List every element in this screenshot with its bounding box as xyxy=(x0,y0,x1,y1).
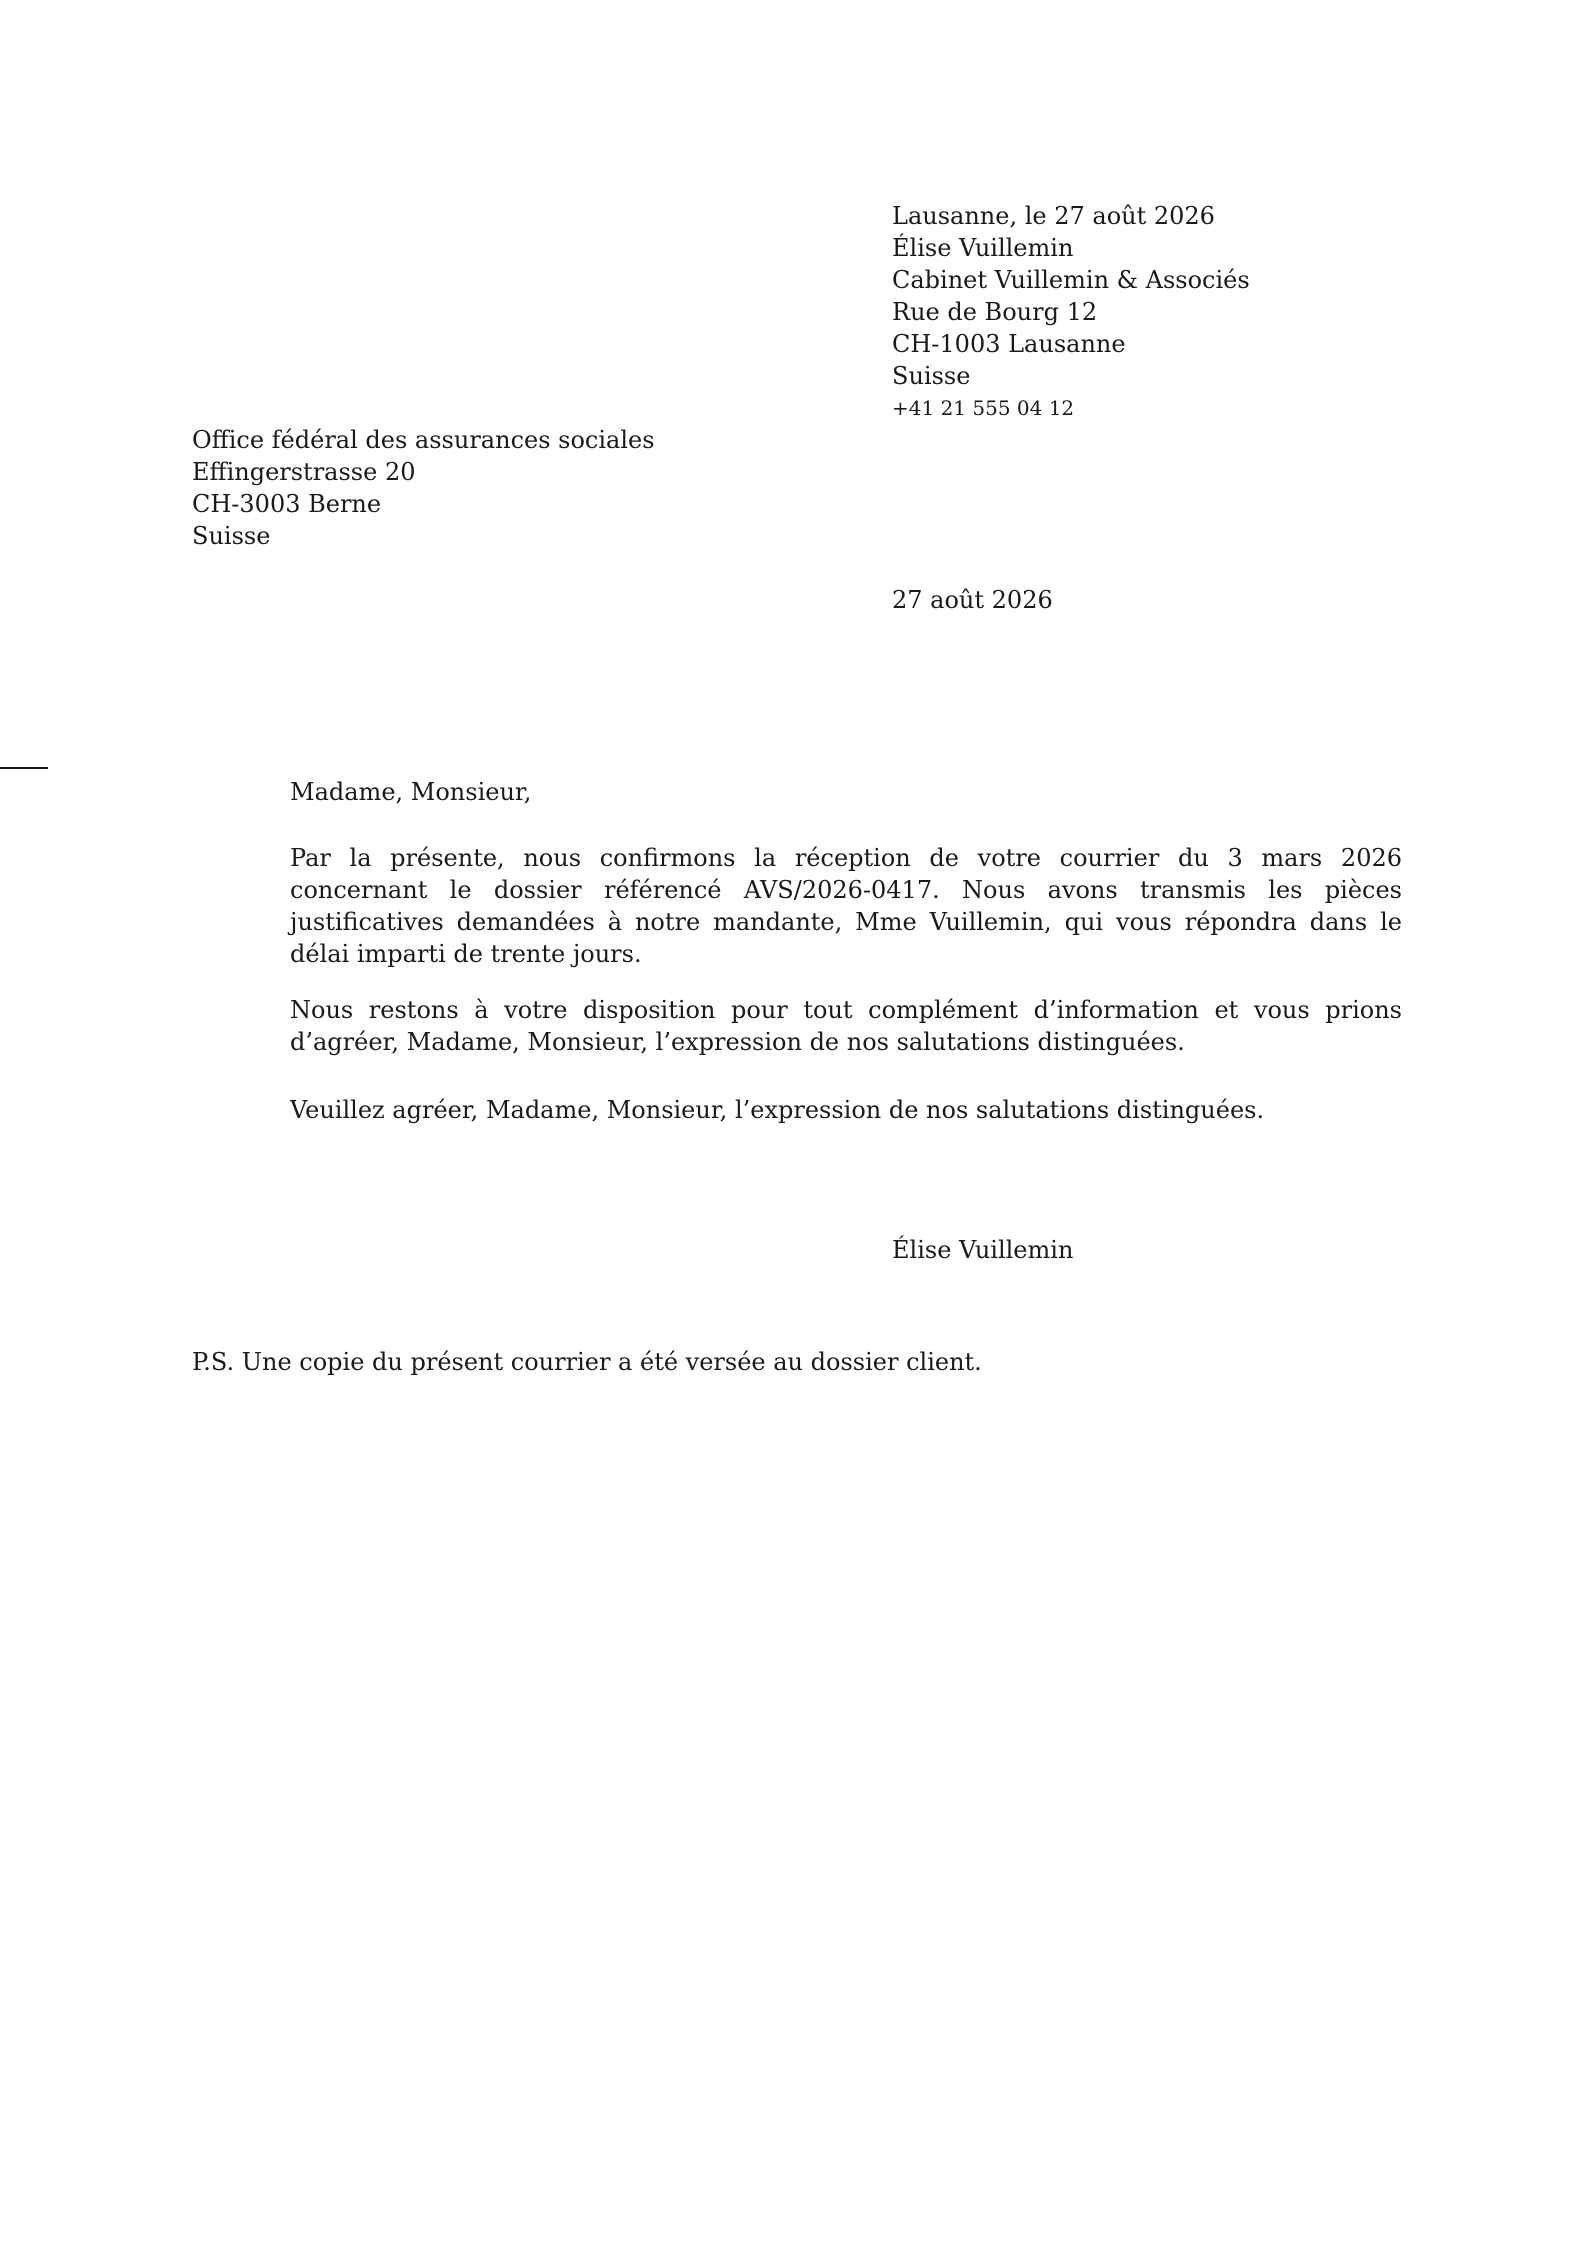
body-paragraph-2: Nous restons à votre disposition pour tout complément d’information et vous prions d’agréer, Madame, Monsieur, l’expression de nos salutations distinguées. xyxy=(290,996,1402,1056)
sender-street: Rue de Bourg 12 xyxy=(892,298,1098,326)
fold-mark xyxy=(0,767,48,769)
salutation: Madame, Monsieur, xyxy=(290,778,532,806)
recipient-city: CH-3003 Berne xyxy=(192,490,382,518)
closing-formula: Veuillez agréer, Madame, Monsieur, l’expression de nos salutations distinguées. xyxy=(290,1096,1265,1124)
sender-firm: Cabinet Vuillemin & Associés xyxy=(892,266,1250,294)
body-paragraph-1: Par la présente, nous confirmons la réception de votre courrier du 3 mars 2026 concernant le dossier référencé AVS/2026-0417. Nous avons transmis les pièces justificatives demandées à notre mandante, Mme Vuillemin, qui vous répondra dans le délai imparti de trente jours. xyxy=(290,844,1402,968)
sender-country: Suisse xyxy=(892,362,971,390)
sender-phone: +41 21 555 04 12 xyxy=(892,396,1075,420)
recipient-country: Suisse xyxy=(192,522,271,550)
letter-date: 27 août 2026 xyxy=(892,586,1053,614)
sender-place-date: Lausanne, le 27 août 2026 xyxy=(892,202,1215,230)
recipient-street: Effingerstrasse 20 xyxy=(192,458,416,486)
recipient-organization: Office fédéral des assurances sociales xyxy=(192,426,655,454)
letter-body xyxy=(290,776,1402,1126)
sender-address-block xyxy=(892,200,1452,424)
sender-city: CH-1003 Lausanne xyxy=(892,330,1126,358)
postscript: P.S. Une copie du présent courrier a été versée au dossier client. xyxy=(192,1348,982,1376)
signature-name: Élise Vuillemin xyxy=(892,1236,1074,1264)
recipient-address-block xyxy=(192,424,752,552)
sender-name: Élise Vuillemin xyxy=(892,234,1074,262)
